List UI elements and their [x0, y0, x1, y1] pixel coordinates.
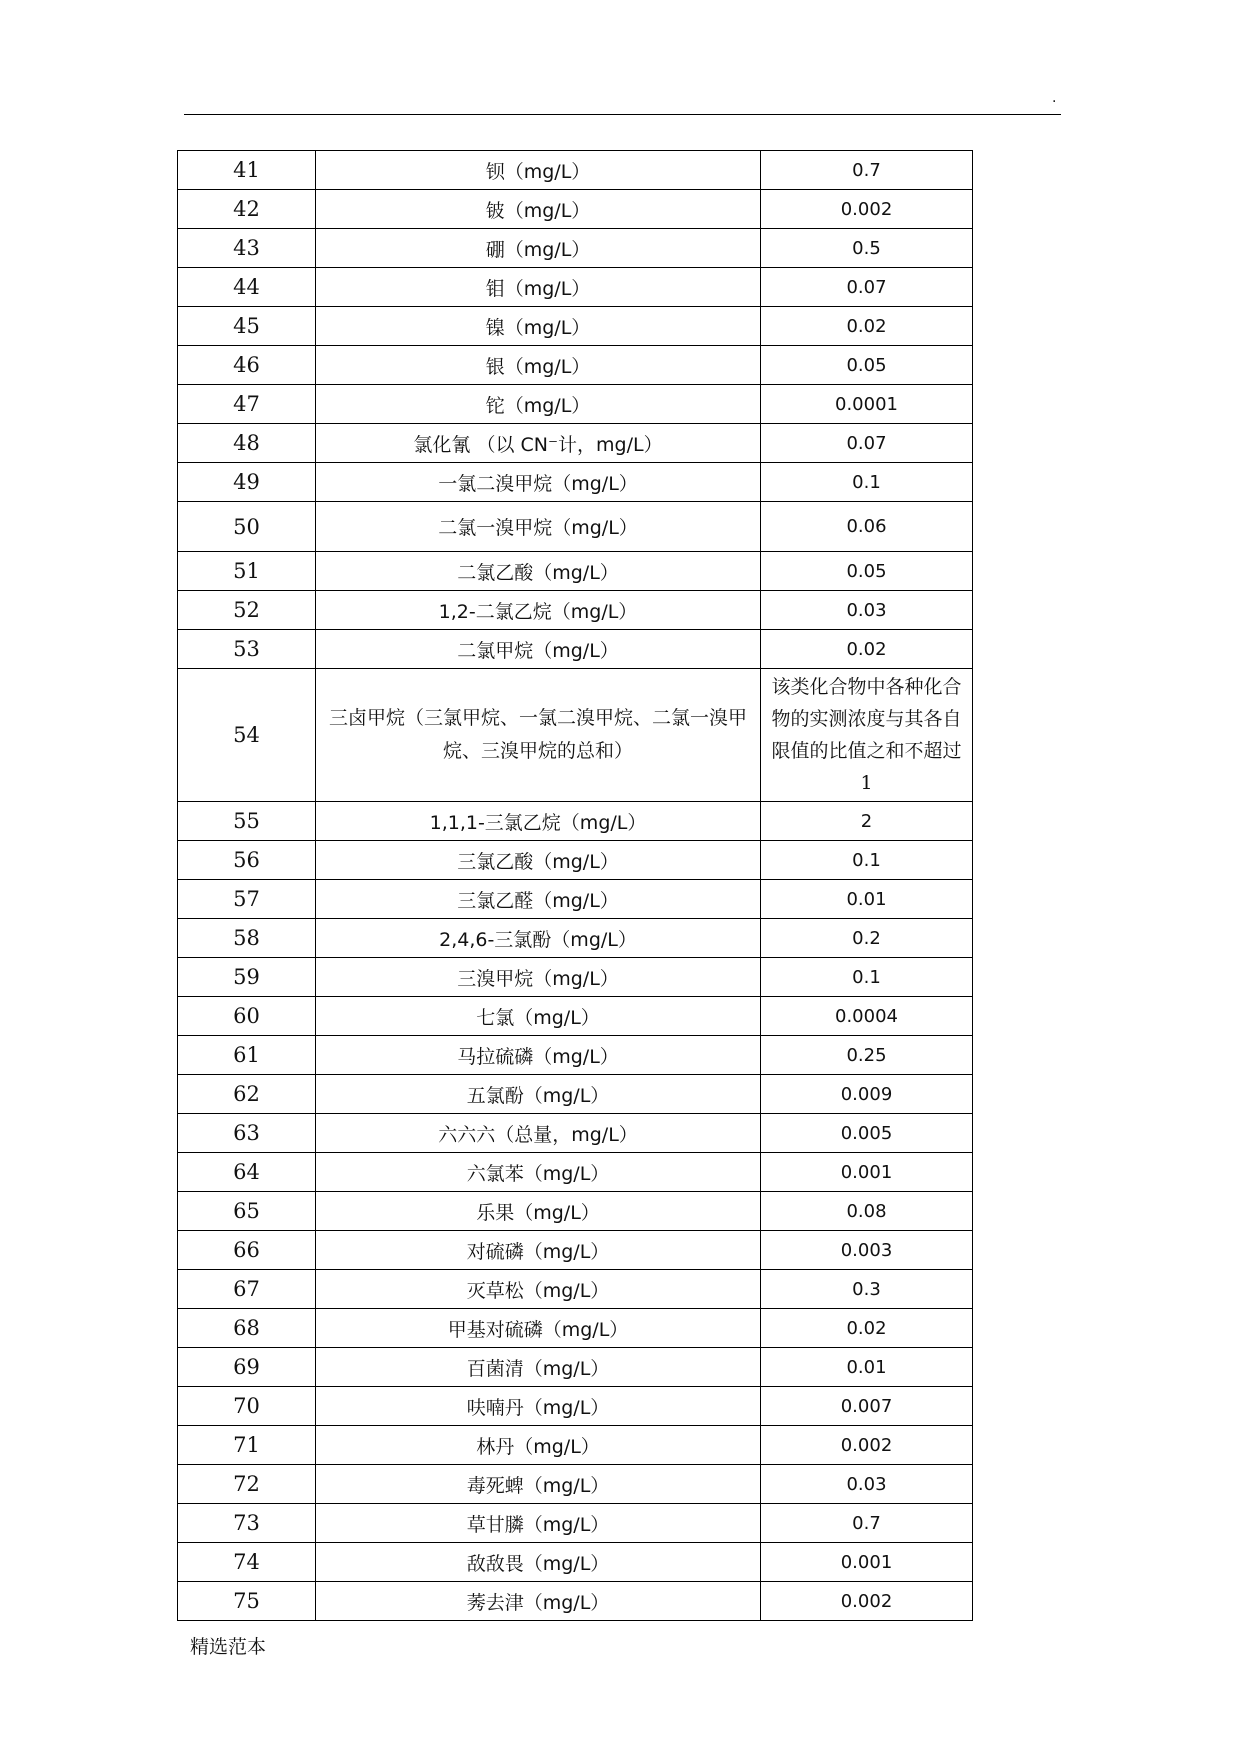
row-number: 73: [178, 1504, 316, 1543]
indicator-name: 1,1,1-三氯乙烷（mg/L）: [316, 802, 761, 841]
row-number: 71: [178, 1426, 316, 1465]
row-number: 64: [178, 1153, 316, 1192]
header-mark: .: [1052, 90, 1057, 106]
indicator-name: 草甘膦（mg/L）: [316, 1504, 761, 1543]
table-row: [178, 229, 973, 268]
limit-value: 0.03: [761, 1465, 973, 1504]
limit-value: 0.5: [761, 229, 973, 268]
indicator-name: 甲基对硫磷（mg/L）: [316, 1309, 761, 1348]
table-row: [178, 151, 973, 190]
indicator-name: 六六六（总量，mg/L）: [316, 1114, 761, 1153]
table-row: [178, 630, 973, 669]
limit-value: 0.08: [761, 1192, 973, 1231]
table-row: [178, 1114, 973, 1153]
limit-value: 0.009: [761, 1075, 973, 1114]
row-number: 49: [178, 463, 316, 502]
limit-value: 0.003: [761, 1231, 973, 1270]
table-row: [178, 880, 973, 919]
limit-value: 0.2: [761, 919, 973, 958]
row-number: 55: [178, 802, 316, 841]
row-number: 51: [178, 552, 316, 591]
limit-value: 0.01: [761, 880, 973, 919]
table-row: [178, 1348, 973, 1387]
limit-value: 0.002: [761, 1426, 973, 1465]
row-number: 57: [178, 880, 316, 919]
limit-value: 0.05: [761, 346, 973, 385]
indicator-name: 六氯苯（mg/L）: [316, 1153, 761, 1192]
indicator-name: 三氯乙醛（mg/L）: [316, 880, 761, 919]
row-number: 41: [178, 151, 316, 190]
table-row: [178, 1426, 973, 1465]
indicator-name: 百菌清（mg/L）: [316, 1348, 761, 1387]
limit-value: 0.25: [761, 1036, 973, 1075]
indicator-name: 敌敌畏（mg/L）: [316, 1543, 761, 1582]
row-number: 60: [178, 997, 316, 1036]
table-row: [178, 669, 973, 802]
limit-value: 0.005: [761, 1114, 973, 1153]
table-row: [178, 424, 973, 463]
row-number: 69: [178, 1348, 316, 1387]
table-row: [178, 1309, 973, 1348]
limit-value: 0.007: [761, 1387, 973, 1426]
footer-text: 精选范本: [190, 1636, 267, 1658]
limit-value: 0.07: [761, 268, 973, 307]
indicator-name: 三氯乙酸（mg/L）: [316, 841, 761, 880]
indicator-name: 银（mg/L）: [316, 346, 761, 385]
indicator-name: 三溴甲烷（mg/L）: [316, 958, 761, 997]
indicator-name: 铊（mg/L）: [316, 385, 761, 424]
limit-value: 2: [761, 802, 973, 841]
limit-value: 0.02: [761, 1309, 973, 1348]
table-row: [178, 1036, 973, 1075]
indicator-name: 钡（mg/L）: [316, 151, 761, 190]
indicator-name: 钼（mg/L）: [316, 268, 761, 307]
standards-table: [177, 150, 973, 1621]
indicator-name: 马拉硫磷（mg/L）: [316, 1036, 761, 1075]
limit-value: 0.002: [761, 1582, 973, 1621]
row-number: 44: [178, 268, 316, 307]
limit-value: 0.06: [761, 502, 973, 552]
row-number: 67: [178, 1270, 316, 1309]
limit-value: 0.03: [761, 591, 973, 630]
limit-value: 0.0004: [761, 997, 973, 1036]
row-number: 59: [178, 958, 316, 997]
table-row: [178, 919, 973, 958]
table-row: [178, 1465, 973, 1504]
table-row: [178, 802, 973, 841]
row-number: 61: [178, 1036, 316, 1075]
limit-value: 0.1: [761, 463, 973, 502]
indicator-name: 一氯二溴甲烷（mg/L）: [316, 463, 761, 502]
header-rule: [184, 114, 1061, 115]
table-row: [178, 1075, 973, 1114]
table-row: [178, 346, 973, 385]
indicator-name: 二氯甲烷（mg/L）: [316, 630, 761, 669]
table-row: [178, 190, 973, 229]
row-number: 43: [178, 229, 316, 268]
indicator-name: 五氯酚（mg/L）: [316, 1075, 761, 1114]
indicator-name: 灭草松（mg/L）: [316, 1270, 761, 1309]
indicator-name: 毒死蜱（mg/L）: [316, 1465, 761, 1504]
indicator-name: 1,2-二氯乙烷（mg/L）: [316, 591, 761, 630]
limit-value: 0.7: [761, 151, 973, 190]
standards-table-body: [178, 151, 973, 1621]
limit-value: 0.1: [761, 841, 973, 880]
row-number: 75: [178, 1582, 316, 1621]
table-row: [178, 841, 973, 880]
indicator-name: 镍（mg/L）: [316, 307, 761, 346]
limit-value: 该类化合物中各种化合物的实测浓度与其各自限值的比值之和不超过 1: [761, 669, 973, 802]
row-number: 42: [178, 190, 316, 229]
indicator-name: 二氯一溴甲烷（mg/L）: [316, 502, 761, 552]
indicator-name: 三卤甲烷（三氯甲烷、一氯二溴甲烷、二氯一溴甲烷、三溴甲烷的总和）: [316, 669, 761, 802]
table-row: [178, 1231, 973, 1270]
indicator-name: 铍（mg/L）: [316, 190, 761, 229]
indicator-name: 莠去津（mg/L）: [316, 1582, 761, 1621]
limit-value: 0.1: [761, 958, 973, 997]
table-row: [178, 552, 973, 591]
table-row: [178, 1543, 973, 1582]
row-number: 66: [178, 1231, 316, 1270]
table-row: [178, 1153, 973, 1192]
indicator-name: 2,4,6-三氯酚（mg/L）: [316, 919, 761, 958]
limit-value: 0.01: [761, 1348, 973, 1387]
indicator-name: 七氯（mg/L）: [316, 997, 761, 1036]
table-row: [178, 307, 973, 346]
table-row: [178, 958, 973, 997]
indicator-name: 对硫磷（mg/L）: [316, 1231, 761, 1270]
row-number: 47: [178, 385, 316, 424]
row-number: 50: [178, 502, 316, 552]
row-number: 52: [178, 591, 316, 630]
row-number: 54: [178, 669, 316, 802]
limit-value: 0.7: [761, 1504, 973, 1543]
limit-value: 0.02: [761, 307, 973, 346]
table-row: [178, 502, 973, 552]
table-row: [178, 1582, 973, 1621]
row-number: 70: [178, 1387, 316, 1426]
row-number: 72: [178, 1465, 316, 1504]
row-number: 56: [178, 841, 316, 880]
table-row: [178, 385, 973, 424]
table-row: [178, 1270, 973, 1309]
row-number: 58: [178, 919, 316, 958]
limit-value: 0.0001: [761, 385, 973, 424]
row-number: 68: [178, 1309, 316, 1348]
row-number: 46: [178, 346, 316, 385]
indicator-name: 林丹（mg/L）: [316, 1426, 761, 1465]
limit-value: 0.07: [761, 424, 973, 463]
row-number: 74: [178, 1543, 316, 1582]
limit-value: 0.001: [761, 1543, 973, 1582]
table-row: [178, 1504, 973, 1543]
indicator-name: 呋喃丹（mg/L）: [316, 1387, 761, 1426]
row-number: 45: [178, 307, 316, 346]
limit-value: 0.02: [761, 630, 973, 669]
table-row: [178, 997, 973, 1036]
table-row: [178, 268, 973, 307]
table-row: [178, 463, 973, 502]
limit-value: 0.002: [761, 190, 973, 229]
table-row: [178, 1192, 973, 1231]
table-row: [178, 1387, 973, 1426]
indicator-name: 硼（mg/L）: [316, 229, 761, 268]
indicator-name: 二氯乙酸（mg/L）: [316, 552, 761, 591]
table-row: [178, 591, 973, 630]
row-number: 65: [178, 1192, 316, 1231]
row-number: 48: [178, 424, 316, 463]
indicator-name: 乐果（mg/L）: [316, 1192, 761, 1231]
limit-value: 0.05: [761, 552, 973, 591]
indicator-name: 氯化氰 （以 CN⁻计，mg/L）: [316, 424, 761, 463]
limit-value: 0.3: [761, 1270, 973, 1309]
row-number: 53: [178, 630, 316, 669]
limit-value: 0.001: [761, 1153, 973, 1192]
row-number: 63: [178, 1114, 316, 1153]
row-number: 62: [178, 1075, 316, 1114]
